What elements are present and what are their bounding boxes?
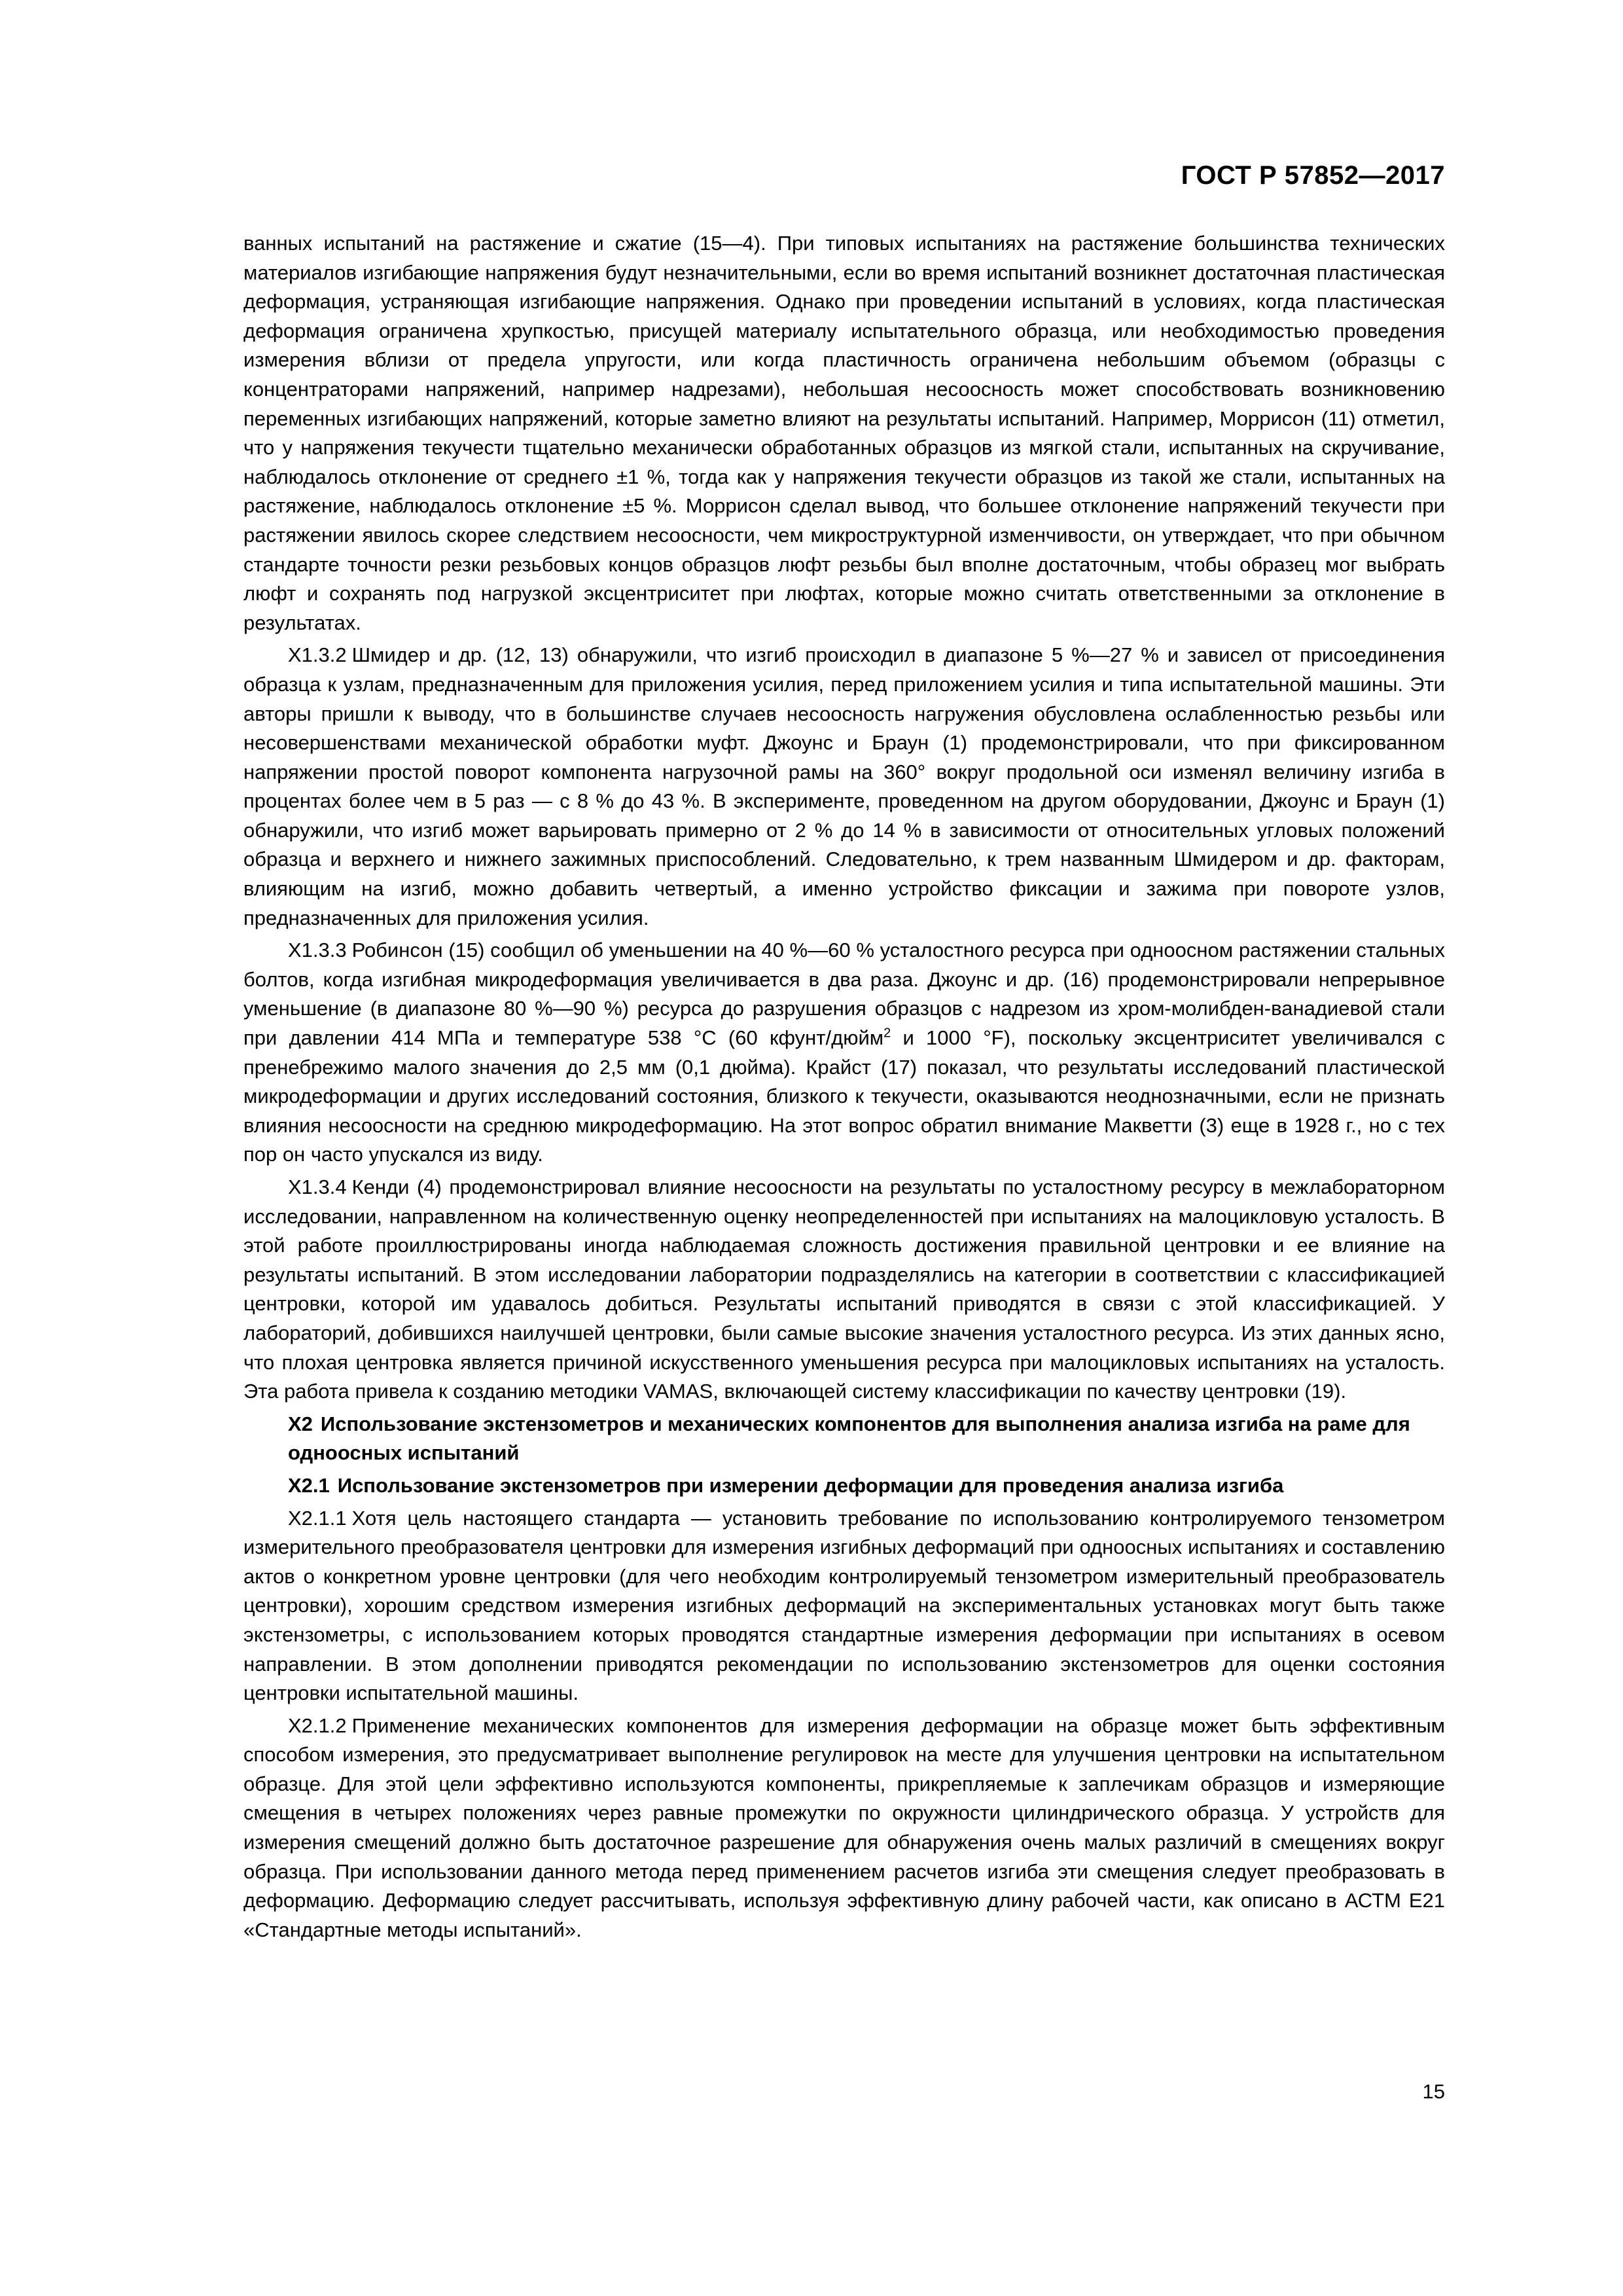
superscript: 2 (883, 1026, 891, 1041)
section-number: X2.1 (288, 1473, 330, 1497)
document-body (243, 229, 1445, 1948)
clause-number: X1.3.4 (288, 1175, 347, 1198)
section-heading-x2 (243, 1410, 1445, 1468)
section-number: X2 (288, 1412, 313, 1435)
page-number: 15 (1422, 2080, 1445, 2103)
clause-text: Робинсон (15) сообщил об уменьшении на 40 %—60 % усталостного ресурса при одноосном растяжении стальных болтов, когда изгибная микродеформация увеличивается в два раза. Джоунс и др. (16) продемонстрировали непрерывное уменьшение (в диапазоне 80 %—90 %) ресурса до разрушения образцов с надрезом из хром-молибден-ванадиевой стали при давлении 414 МПа и температуре 538 °C (60 кфунт/дюйм (243, 939, 1445, 1050)
section-title: Использование экстензометров и механических компонентов для выполнения анализа изгиба на раме для одноосных испытаний (288, 1412, 1410, 1465)
paragraph-continuation: ванных испытаний на растяжение и сжатие (15—4). При типовых испытаниях на растяжение большинства технических материалов изгибающие напряжения будут незначительными, если во время испытаний возникнет достаточная пластическая деформация, устраняющая изгибающие напряжения. Однако при проведении испытаний в условиях, когда пластическая деформация ограничена хрупкостью, присущей материалу испытательного образца, или необходимостью проведения измерения вблизи от предела упругости, или когда пластичность ограничена небольшим объемом (образцы с концентраторами напряжений, например надрезами), небольшая несоосность может способствовать возникновению переменных изгибающих напряжений, которые заметно влияют на результаты испытаний. Например, Моррисон (11) отметил, что у напряжения текучести тщательно механически обработанных образцов из мягкой стали, испытанных на скручивание, наблюдалось отклонение от среднего ±1 %, тогда как у напряжения текучести образцов из такой же стали, испытанных на растяжение, наблюдалось отклонение ±5 %. Моррисон сделал вывод, что большее отклонение напряжений текучести при растяжении явилось скорее следствием несоосности, чем микроструктурной изменчивости, он утверждает, что при обычном стандарте точности резки резьбовых концов образцов люфт резьбы был вполне достаточным, чтобы образец мог выбрать люфт и сохранять под нагрузкой эксцентриситет при люфтах, которые можно считать ответственными за отклонение в результатах. (243, 232, 1445, 634)
paragraph-x1-3-3 (243, 936, 1445, 1170)
clause-number: X1.3.3 (288, 939, 347, 962)
clause-number: X2.1.1 (288, 1506, 347, 1530)
clause-number: X1.3.2 (288, 643, 347, 667)
section-title: Использование экстензометров при измерении деформации для проведения анализа изгиба (337, 1473, 1284, 1497)
clause-text: Применение механических компонентов для измерения деформации на образце может быть эффективным способом измерения, это предусматривает выполнение регулировок на месте для улучшения центровки на испытательном образце. Для этой цели эффективно используются компоненты, прикрепляемые к заплечикам образцов и измеряющие смещения в четырех положениях через равные промежутки по окружности цилиндрического образца. У устройств для измерения смещений должно быть достаточное разрешение для обнаружения очень малых различий в смещениях вокруг образца. При использовании данного метода перед применением расчетов изгиба эти смещения следует преобразовать в деформацию. Деформацию следует рассчитывать, используя эффективную длину рабочей части, как описано в АСТМ Е21 «Стандартные методы испытаний». (243, 1713, 1445, 1941)
subsection-heading-x2-1 (243, 1471, 1445, 1501)
clause-text: Кенди (4) продемонстрировал влияние несоосности на результаты по усталостному ресурсу в межлабораторном исследовании, направленном на количественную оценку неопределенностей при испытаниях на малоцикловую усталость. В этой работе проиллюстрированы иногда наблюдаемая сложность достижения правильной центровки и ее влияние на результаты испытаний. В этом исследовании лаборатории подразделялись на категории в соответствии с классификацией центровки, которой им удавалось добиться. Результаты испытаний приводятся в связи с этой классификацией. У лабораторий, добившихся наилучшей центровки, были самые высокие значения усталостного ресурса. Из этих данных ясно, что плохая центровка является причиной искусственного уменьшения ресурса при малоцикловых испытаниях на усталость. Эта работа привела к созданию методики VAMAS, включающей систему классификации по качеству центровки (19). (243, 1175, 1445, 1403)
clause-text: Хотя цель настоящего стандарта — установить требование по использованию контролируемого тензометром измерительного преобразователя центровки для измерения изгибных деформаций при одноосных испытаниях и составлению актов о конкретном уровне центровки (для чего необходим контролируемый тензометром измерительный преобразователь центровки), хорошим средством измерения изгибных деформаций на экспериментальных установках могут быть также экстензометры, с использованием которых проводятся стандартные измерения деформации при испытаниях в осевом направлении. В этом дополнении приводятся рекомендации по использованию экстензометров для оценки состояния центровки испытательной машины. (243, 1506, 1445, 1705)
paragraph-x1-3-4 (243, 1173, 1445, 1407)
clause-text: и 1000 °F), поскольку эксцентриситет увеличивался с пренебрежимо малого значения до 2,5 мм (0,1 дюйма). Крайст (17) показал, что результаты исследований пластической микродеформации и других исследований состояния, близкого к текучести, оказываются неоднозначными, если не признать влияния несоосности на среднюю микродеформацию. На этот вопрос обратил внимание Макветти (3) еще в 1928 г., но с тех пор он часто упускался из виду. (243, 1026, 1445, 1166)
paragraph-x1-3-2 (243, 641, 1445, 933)
clause-number: X2.1.2 (288, 1713, 347, 1737)
paragraph-x2-1-1 (243, 1504, 1445, 1708)
clause-text: Шмидер и др. (12, 13) обнаружили, что изгиб происходил в диапазоне 5 %—27 % и зависел от присоединения образца к узлам, предназначенным для приложения усилия, перед приложением усилия и типа испытательной машины. Эти авторы пришли к выводу, что в большинстве случаев несоосность нагружения обусловлена ослабленностью резьбы или несовершенствами механической обработки муфт. Джоунс и Браун (1) продемонстрировали, что при фиксированном напряжении простой поворот компонента нагрузочной рамы на 360° вокруг продольной оси изменял величину изгиба в процентах более чем в 5 раз — с 8 % до 43 %. В эксперименте, проведенном на другом оборудовании, Джоунс и Браун (1) обнаружили, что изгиб может варьировать примерно от 2 % до 14 % в зависимости от относительных угловых положений образца и верхнего и нижнего зажимных приспособлений. Следовательно, к трем названным Шмидером и др. факторам, влияющим на изгиб, можно добавить четвертый, а именно устройство фиксации и зажима при повороте узлов, предназначенных для приложения усилия. (243, 643, 1445, 929)
paragraph-x2-1-2 (243, 1712, 1445, 1945)
document-code-header: ГОСТ Р 57852—2017 (1181, 161, 1445, 190)
